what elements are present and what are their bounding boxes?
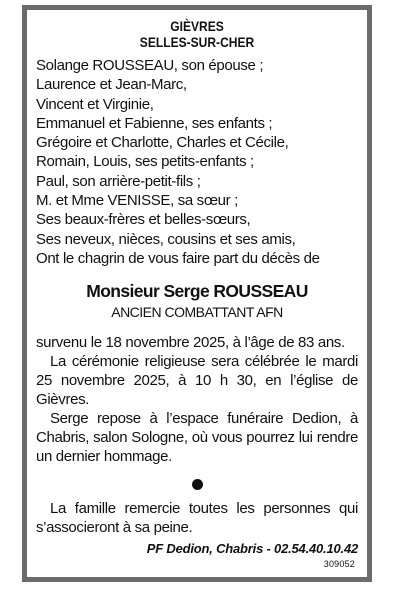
deceased-title: ANCIEN COMBATTANT AFN	[111, 304, 283, 321]
deceased-name: Monsieur Serge ROUSSEAU	[86, 281, 308, 302]
family-line: Romain, Louis, ses petits-enfants ;	[36, 153, 254, 171]
family-line: Ses neveux, nièces, cousins et ses amis,	[36, 230, 296, 248]
family-line: Emmanuel et Fabienne, ses enfants ;	[36, 114, 273, 132]
family-line: Laurence et Jean-Marc,	[36, 76, 187, 94]
location-selles-sur-cher: SELLES-SUR-CHER	[139, 34, 255, 50]
bullet-separator	[192, 479, 203, 490]
reference-number: 309052	[323, 559, 355, 569]
family-line: Paul, son arrière-petit-fils ;	[36, 172, 201, 190]
ceremony-text: La cérémonie religieuse sera célébrée le mardi 25 novembre 2025, à 10 h 30, en l’église de Gièvres.	[36, 353, 358, 409]
family-line: Ses beaux-frères et belles-sœurs,	[36, 211, 251, 229]
funeral-home-signature: PF Dedion, Chabris - 02.54.40.10.42	[146, 541, 358, 557]
family-line: Ont le chagrin de vous faire part du décès de	[36, 249, 320, 267]
family-line: Grégoire et Charlotte, Charles et Cécile,	[36, 134, 289, 152]
family-line: Solange ROUSSEAU, son épouse ;	[36, 57, 264, 74]
location-gievres: GIÈVRES	[170, 18, 224, 34]
family-line: M. et Mme VENISSE, sa sœur ;	[36, 192, 238, 210]
funeral-details	[36, 333, 358, 466]
death-date-text: survenu le 18 novembre 2025, à l’âge de 83 ans.	[36, 334, 345, 352]
thanks-text: La famille remercie toutes les personnes qui s’associeront à sa peine.	[36, 500, 358, 537]
family-line: Vincent et Virginie,	[36, 95, 154, 113]
family-list	[36, 56, 358, 268]
obituary-notice	[22, 5, 372, 582]
location-header	[59, 18, 336, 50]
notice-content	[36, 18, 358, 571]
resting-place-text: Serge repose à l’espace funéraire Dedion, à Chabris, salon Sologne, où vous pourrez lui rendre un dernier hommage.	[36, 410, 358, 466]
